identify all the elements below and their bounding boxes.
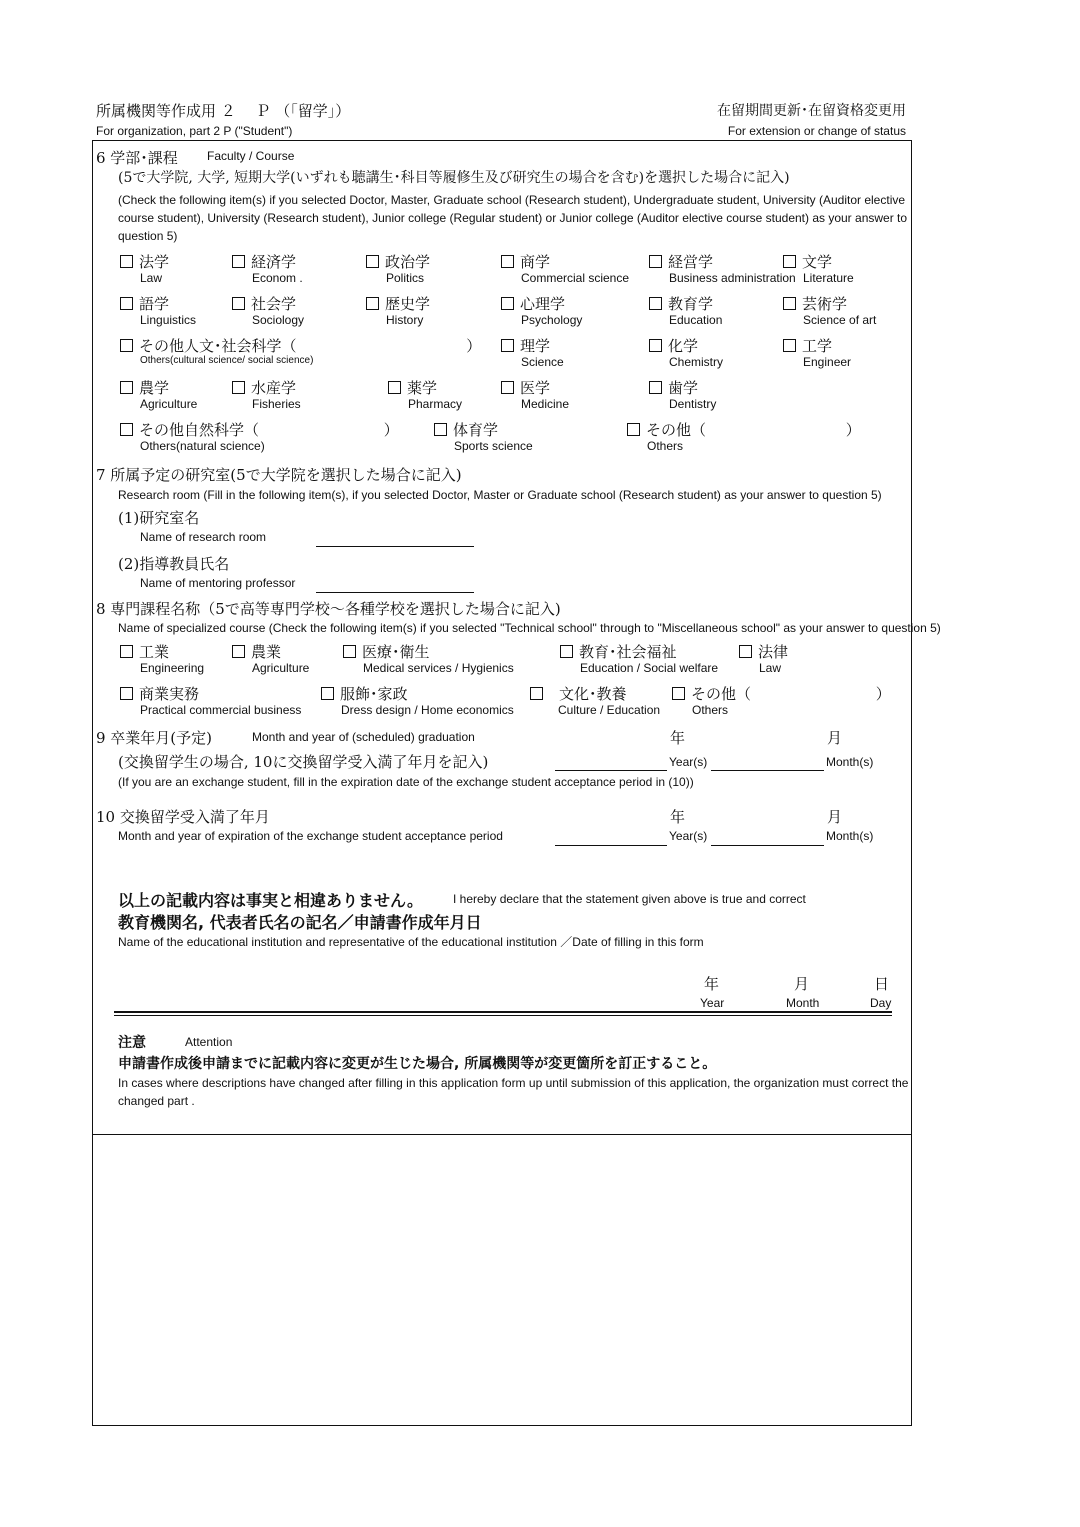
q6-option-others[interactable]: その他（ ） Others bbox=[627, 419, 861, 440]
checkbox[interactable] bbox=[501, 255, 514, 268]
graduation-year-field[interactable] bbox=[555, 770, 667, 771]
date-day-jp: 日 bbox=[874, 975, 890, 993]
checkbox[interactable] bbox=[232, 255, 245, 268]
checkbox[interactable] bbox=[672, 687, 685, 700]
q10-title: 10 交換留学受入満了年月 bbox=[96, 808, 270, 826]
checkbox[interactable] bbox=[627, 423, 640, 436]
signature-line[interactable] bbox=[114, 1011, 892, 1013]
q6-option-science[interactable]: 理学 Science bbox=[501, 335, 550, 356]
checkbox[interactable] bbox=[501, 339, 514, 352]
q6-option-economics[interactable]: 経済学 Econom . bbox=[232, 251, 296, 272]
q10-title-en: Month and year of expiration of the exchange student acceptance period bbox=[118, 829, 503, 843]
section-divider bbox=[93, 1134, 911, 1135]
declaration-line1-jp: 以上の記載内容は事実と相違ありません。 bbox=[118, 891, 423, 910]
q8-option-education-welfare[interactable]: 教育･社会福祉 Education / Social welfare bbox=[560, 641, 677, 662]
q8-title-en: Name of specialized course (Check the following item(s) if you selected "Technical school" through to "Miscellaneous school" as your answer to question 5) bbox=[118, 621, 941, 635]
q6-option-literature[interactable]: 文学 Literature bbox=[783, 251, 832, 272]
q9-year-jp: 年 bbox=[670, 729, 686, 747]
date-day-en: Day bbox=[870, 996, 892, 1010]
checkbox[interactable] bbox=[120, 381, 133, 394]
q6-note-en-1: (Check the following item(s) if you selected Doctor, Master, Graduate school (Research student), Undergraduate student, University (Auditor elective bbox=[118, 193, 906, 207]
header-left-en: For organization, part 2 P ("Student") bbox=[96, 124, 293, 138]
q8-option-law[interactable]: 法律 Law bbox=[739, 641, 788, 662]
header-right-jp: 在留期間更新･在留資格変更用 bbox=[717, 103, 906, 119]
q6-option-education[interactable]: 教育学 Education bbox=[649, 293, 713, 314]
checkbox[interactable] bbox=[434, 423, 447, 436]
date-year-jp: 年 bbox=[704, 975, 720, 993]
q8-option-engineering[interactable]: 工業 Engineering bbox=[120, 641, 169, 662]
q9-note-en: (If you are an exchange student, fill in the expiration date of the exchange student acceptance period in (10)) bbox=[118, 775, 694, 789]
q9-title-en: Month and year of (scheduled) graduation bbox=[252, 730, 475, 744]
mentoring-professor-field[interactable] bbox=[316, 592, 474, 593]
checkbox[interactable] bbox=[560, 645, 573, 658]
checkbox[interactable] bbox=[232, 297, 245, 310]
q8-option-culture[interactable]: 文化･教養 Culture / Education bbox=[530, 683, 627, 704]
q7-sub1-jp: (1)研究室名 bbox=[118, 509, 200, 527]
checkbox[interactable] bbox=[232, 645, 245, 658]
checkbox[interactable] bbox=[530, 687, 543, 700]
checkbox[interactable] bbox=[366, 255, 379, 268]
research-room-field[interactable] bbox=[316, 546, 474, 547]
checkbox[interactable] bbox=[232, 381, 245, 394]
q8-option-medical[interactable]: 医療･衛生 Medical services / Hygienics bbox=[343, 641, 430, 662]
date-year-en: Year bbox=[700, 996, 725, 1010]
q10-month-en: Month(s) bbox=[826, 829, 874, 843]
expiration-month-field[interactable] bbox=[711, 845, 824, 846]
q6-option-art[interactable]: 芸術学 Science of art bbox=[783, 293, 847, 314]
checkbox[interactable] bbox=[120, 423, 133, 436]
q6-option-law[interactable]: 法学 Law bbox=[120, 251, 169, 272]
q6-option-pharmacy[interactable]: 薬学 Pharmacy bbox=[388, 377, 437, 398]
q9-title: 9 卒業年月(予定) bbox=[96, 729, 213, 747]
checkbox[interactable] bbox=[649, 381, 662, 394]
q6-option-medicine[interactable]: 医学 Medicine bbox=[501, 377, 550, 398]
checkbox[interactable] bbox=[783, 297, 796, 310]
header-left-jp: 所属機関等作成用 ２ Ｐ （｢留学｣） bbox=[96, 102, 351, 120]
checkbox[interactable] bbox=[388, 381, 401, 394]
attention-title-jp: 注意 bbox=[118, 1035, 146, 1051]
checkbox[interactable] bbox=[321, 687, 334, 700]
q10-month-jp: 月 bbox=[827, 808, 843, 826]
checkbox[interactable] bbox=[501, 381, 514, 394]
q6-option-chemistry[interactable]: 化学 Chemistry bbox=[649, 335, 698, 356]
q6-option-other-cultural[interactable]: その他人文･社会科学（ ） Others(cultural science/ social science) bbox=[120, 335, 481, 356]
q7-sub2-en: Name of mentoring professor bbox=[140, 576, 296, 590]
date-month-jp: 月 bbox=[794, 975, 810, 993]
checkbox[interactable] bbox=[501, 297, 514, 310]
q6-option-other-natural[interactable]: その他自然科学（ ） Others(natural science) bbox=[120, 419, 399, 440]
declaration-line2-en: Name of the educational institution and representative of the educational institution ／Date of filling in this form bbox=[118, 935, 704, 949]
q6-title: 6 学部･課程 bbox=[96, 149, 178, 167]
checkbox[interactable] bbox=[366, 297, 379, 310]
q10-year-en: Year(s) bbox=[669, 829, 708, 843]
q6-option-sports[interactable]: 体育学 Sports science bbox=[434, 419, 498, 440]
declaration-line1-en: I hereby declare that the statement given above is true and correct bbox=[453, 892, 806, 906]
q7-sub2-jp: (2)指導教員氏名 bbox=[118, 555, 230, 573]
date-month-en: Month bbox=[786, 996, 820, 1010]
checkbox[interactable] bbox=[343, 645, 356, 658]
q9-month-en: Month(s) bbox=[826, 755, 874, 769]
q6-note-jp: (5で大学院, 大学, 短期大学(いずれも聴講生･科目等履修生及び研究生の場合を含む)を選択した場合に記入) bbox=[118, 170, 790, 186]
q6-option-sociology[interactable]: 社会学 Sociology bbox=[232, 293, 296, 314]
q6-option-dentistry[interactable]: 歯学 Dentistry bbox=[649, 377, 698, 398]
checkbox[interactable] bbox=[649, 339, 662, 352]
checkbox[interactable] bbox=[649, 255, 662, 268]
q6-option-politics[interactable]: 政治学 Politics bbox=[366, 251, 430, 272]
q8-title: 8 専門課程名称（5で高等専門学校～各種学校を選択した場合に記入) bbox=[96, 600, 561, 618]
q7-title: 7 所属予定の研究室(5で大学院を選択した場合に記入) bbox=[96, 466, 462, 484]
q10-year-jp: 年 bbox=[670, 808, 686, 826]
q7-sub1-en: Name of research room bbox=[140, 530, 267, 544]
checkbox[interactable] bbox=[120, 255, 133, 268]
q6-option-psychology[interactable]: 心理学 Psychology bbox=[501, 293, 565, 314]
q6-note-en-2: course student), University (Research student), Junior college (Regular student) or Junior college (Auditor elective course student) as your answer to bbox=[118, 211, 908, 225]
q9-year-en: Year(s) bbox=[669, 755, 708, 769]
header-right-en: For extension or change of status bbox=[727, 124, 906, 138]
q6-option-commerce[interactable]: 商学 Commercial science bbox=[501, 251, 550, 272]
q6-title-en: Faculty / Course bbox=[207, 149, 295, 163]
signature-underline bbox=[114, 1015, 892, 1016]
q8-option-agriculture[interactable]: 農業 Agriculture bbox=[232, 641, 281, 662]
attention-title-en: Attention bbox=[185, 1035, 233, 1049]
q8-option-dress-design[interactable]: 服飾･家政 Dress design / Home economics bbox=[321, 683, 408, 704]
q9-month-jp: 月 bbox=[827, 729, 843, 747]
q9-note-jp: (交換留学生の場合, 10に交換留学受入満了年月を記入) bbox=[118, 753, 489, 771]
checkbox[interactable] bbox=[120, 687, 133, 700]
q6-option-agriculture[interactable]: 農学 Agriculture bbox=[120, 377, 169, 398]
q6-option-history[interactable]: 歴史学 History bbox=[366, 293, 430, 314]
attention-text-en-1: In cases where descriptions have changed after filling in this application form up until submission of this application, the organization must correct the bbox=[118, 1076, 909, 1090]
checkbox[interactable] bbox=[649, 297, 662, 310]
attention-text-en-2: changed part . bbox=[118, 1094, 195, 1108]
checkbox[interactable] bbox=[120, 297, 133, 310]
checkbox[interactable] bbox=[120, 645, 133, 658]
graduation-month-field[interactable] bbox=[711, 770, 824, 771]
expiration-year-field[interactable] bbox=[555, 845, 667, 846]
checkbox[interactable] bbox=[120, 339, 133, 352]
attention-text-jp: 申請書作成後申請までに記載内容に変更が生じた場合, 所属機関等が変更箇所を訂正すること。 bbox=[118, 1056, 717, 1072]
q8-option-commercial[interactable]: 商業実務 Practical commercial business bbox=[120, 683, 199, 704]
checkbox[interactable] bbox=[739, 645, 752, 658]
checkbox[interactable] bbox=[783, 339, 796, 352]
q6-option-business[interactable]: 経営学 Business administration bbox=[649, 251, 713, 272]
checkbox[interactable] bbox=[783, 255, 796, 268]
declaration-line2-jp: 教育機関名, 代表者氏名の記名／申請書作成年月日 bbox=[118, 913, 482, 932]
q6-note-en-3: question 5) bbox=[118, 229, 178, 243]
q6-option-engineering[interactable]: 工学 Engineer bbox=[783, 335, 832, 356]
q6-option-fisheries[interactable]: 水産学 Fisheries bbox=[232, 377, 296, 398]
q6-option-linguistics[interactable]: 語学 Linguistics bbox=[120, 293, 169, 314]
q7-title-en: Research room (Fill in the following item(s), if you selected Doctor, Master or Graduate school (Research student) as your answer to question 5) bbox=[118, 488, 882, 502]
q8-option-others[interactable]: その他（ ） Others bbox=[672, 683, 891, 704]
